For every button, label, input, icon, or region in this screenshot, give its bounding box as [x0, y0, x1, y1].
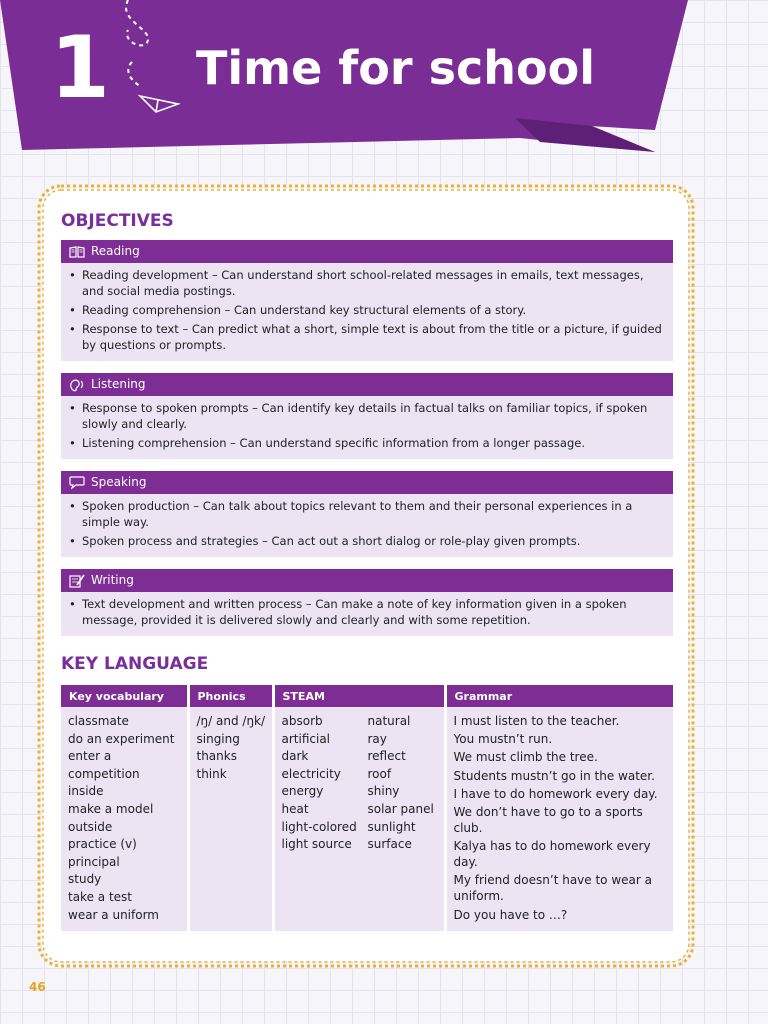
notebook-pencil-icon: [69, 574, 85, 588]
steam-item: roof: [367, 766, 392, 781]
table-header: STEAM: [273, 685, 445, 707]
table-header: Key vocabulary: [61, 685, 188, 707]
key-language-heading: KEY LANGUAGE: [61, 654, 209, 674]
ear-icon: [69, 378, 85, 392]
vocabulary-item: practice (v): [68, 837, 137, 852]
objective-label: Speaking: [91, 475, 147, 489]
objective-writing: [61, 569, 673, 636]
list-item: • Text development and written process – Can make a note of key information given in a spoken message, provided it is delivered slowly and clearly and with some repetition.: [69, 596, 665, 628]
grammar-item: We must climb the tree.: [453, 750, 598, 765]
vocabulary-item: outside: [68, 819, 113, 834]
objective-speaking: [61, 471, 673, 557]
objective-listening: [61, 373, 673, 459]
vocabulary-item: enter a competition: [68, 749, 140, 781]
steam-item: energy: [281, 784, 324, 799]
phonics-title: /ŋ/ and /ŋk/: [196, 714, 266, 728]
list-item: • Listening comprehension – Can understand specific information from a longer passage.: [69, 435, 665, 451]
book-icon: [69, 246, 85, 258]
list-item: • Response to text – Can predict what a short, simple text is about from the title or a picture, if guided by questions or prompts.: [69, 321, 665, 353]
steam-item: artificial: [281, 731, 331, 746]
steam-item: light source: [281, 837, 352, 852]
list-item: • Spoken production – Can talk about topics relevant to them and their personal experiences in a simple way.: [69, 498, 665, 530]
chapter-title: Time for school: [196, 41, 595, 95]
steam-item: surface: [367, 837, 412, 852]
vocabulary-item: make a model: [68, 801, 154, 816]
vocabulary-item: principal: [68, 854, 120, 869]
objective-label: Reading: [91, 244, 140, 258]
speech-bubble-icon: [69, 476, 85, 490]
chapter-number: 1: [50, 18, 110, 118]
list-item: • Reading development – Can understand short school-related messages in emails, text messages, and social media postings.: [69, 267, 665, 299]
grammar-cell: [445, 707, 673, 931]
grammar-item: I have to do homework every day.: [453, 786, 658, 801]
steam-item: heat: [281, 801, 309, 816]
key-language-table: [61, 685, 673, 931]
grammar-item: We don’t have to go to a sports club.: [453, 804, 643, 835]
list-item: • Reading comprehension – Can understand key structural elements of a story.: [69, 302, 665, 318]
grammar-item: I must listen to the teacher.: [453, 714, 620, 728]
steam-item: absorb: [281, 714, 323, 728]
grammar-item: Do you have to …?: [453, 907, 568, 922]
list-item: • Spoken process and strategies – Can act out a short dialog or role-play given prompts.: [69, 533, 665, 549]
list-item: • Response to spoken prompts – Can identify key details in factual talks on familiar topics, if spoken slowly and clearly.: [69, 400, 665, 432]
grammar-item: You mustn’t run.: [453, 732, 553, 747]
steam-item: dark: [281, 749, 309, 764]
table-header: Phonics: [188, 685, 273, 707]
vocabulary-cell: [61, 707, 188, 931]
grammar-item: Kalya has to do homework every day.: [453, 839, 651, 870]
objective-header-reading: [61, 240, 673, 263]
phonics-cell: [188, 707, 273, 931]
steam-item: natural: [367, 714, 411, 728]
vocabulary-item: study: [68, 872, 102, 887]
objective-label: Listening: [91, 377, 146, 391]
phonics-item: singing: [196, 731, 240, 746]
vocabulary-item: inside: [68, 784, 104, 799]
objective-header-writing: [61, 569, 673, 592]
steam-item: solar panel: [367, 801, 434, 816]
card-content: [61, 205, 673, 931]
objective-header-listening: [61, 373, 673, 396]
vocabulary-item: take a test: [68, 889, 132, 904]
grammar-item: Students mustn’t go in the water.: [453, 768, 655, 783]
objective-reading: [61, 240, 673, 361]
table-header: Grammar: [445, 685, 673, 707]
objective-header-speaking: [61, 471, 673, 494]
vocabulary-item: do an experiment: [68, 731, 175, 746]
objectives-heading: OBJECTIVES: [61, 211, 174, 231]
steam-item: sunlight: [367, 819, 416, 834]
page-number: 46: [29, 980, 46, 994]
steam-item: ray: [367, 731, 387, 746]
steam-item: reflect: [367, 749, 406, 764]
steam-item: light-colored: [281, 819, 357, 834]
steam-item: electricity: [281, 766, 341, 781]
grammar-item: My friend doesn’t have to wear a uniform.: [453, 873, 652, 904]
vocabulary-item: wear a uniform: [68, 907, 159, 922]
phonics-item: thanks: [196, 749, 237, 764]
objective-label: Writing: [91, 573, 134, 587]
vocabulary-item: classmate: [68, 714, 129, 728]
steam-cell: [273, 707, 445, 931]
steam-item: shiny: [367, 784, 400, 799]
phonics-item: think: [196, 766, 227, 781]
